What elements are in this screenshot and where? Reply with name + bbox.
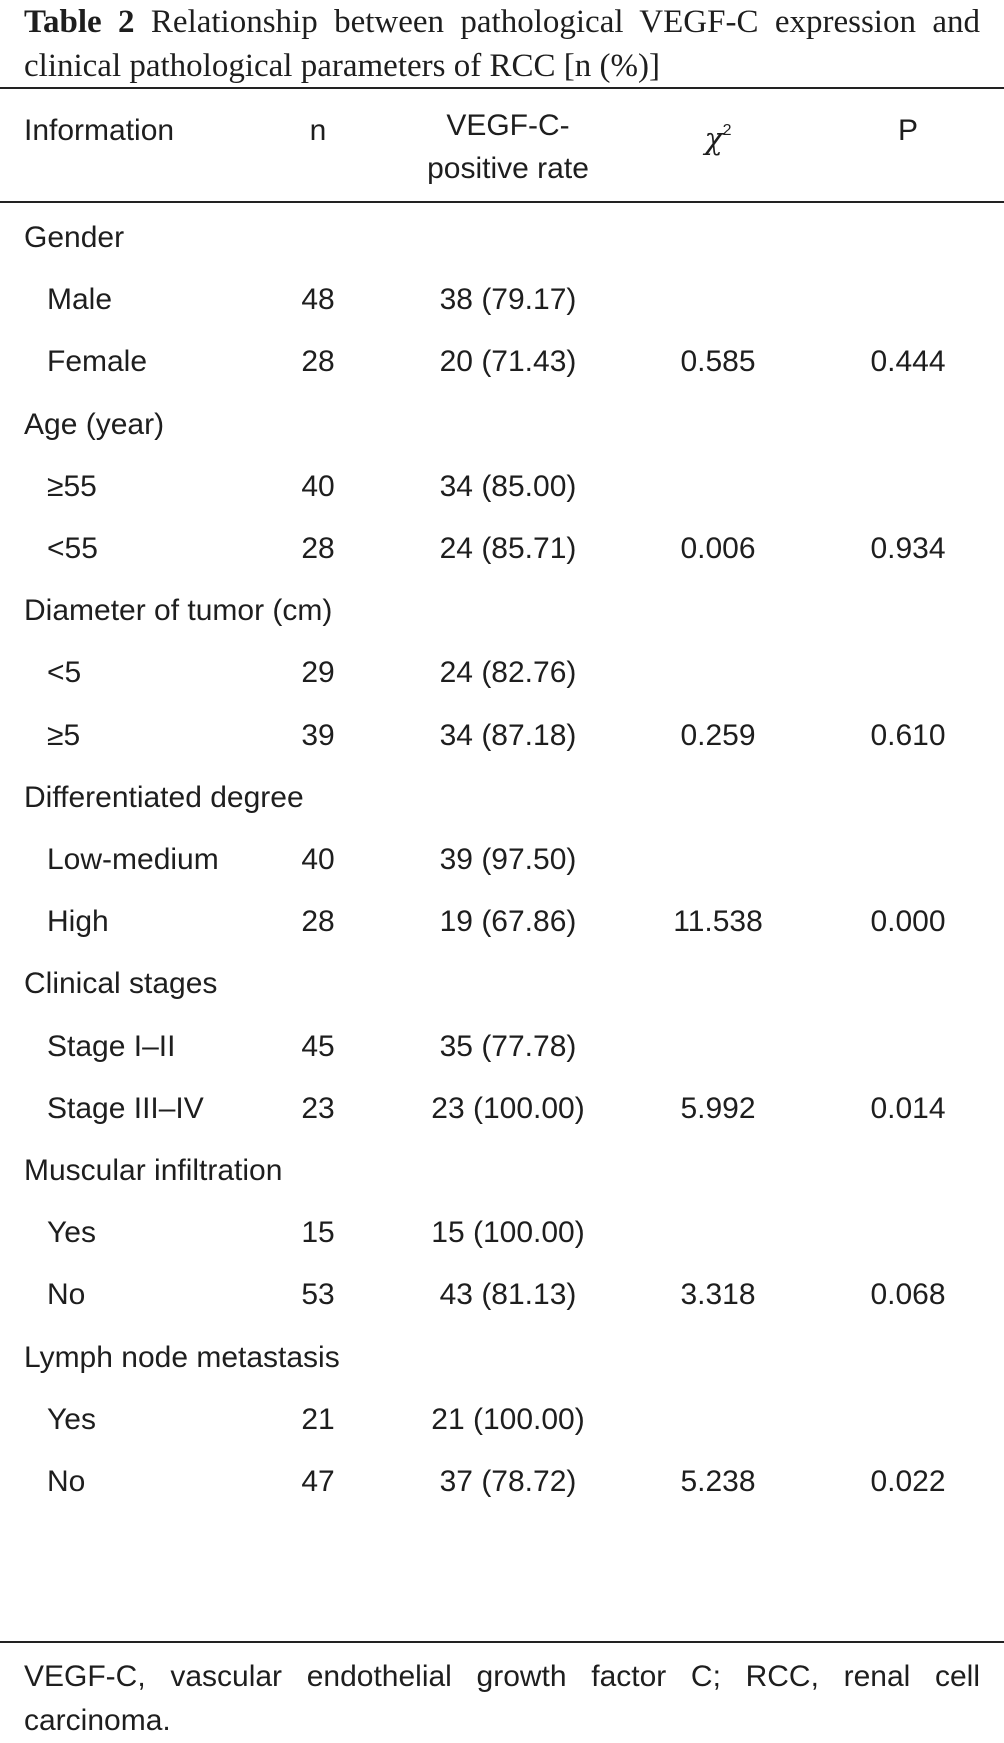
row-positive-rate: 43 (81.13): [439, 1278, 577, 1311]
row-label: ≥5: [47, 719, 81, 752]
row-label: Male: [47, 283, 113, 316]
header-rule: [0, 201, 1004, 203]
table-footnote: VEGF-C, vascular endothelial growth factor C; RCC, renal cell carcinoma.: [24, 1660, 980, 1737]
row-n: 28: [301, 345, 335, 378]
row-chi-square: 3.318: [680, 1278, 756, 1311]
group-title: Muscular infiltration: [24, 1154, 283, 1187]
row-label: High: [47, 905, 109, 938]
header-information: Information: [24, 114, 175, 147]
row-p-value: 0.014: [870, 1092, 946, 1125]
chi-superscript: 2: [722, 122, 732, 139]
row-chi-square: 0.259: [680, 719, 756, 752]
group-title: Clinical stages: [24, 967, 218, 1000]
row-label: <55: [47, 532, 98, 565]
row-positive-rate: 23 (100.00): [431, 1092, 585, 1125]
chi-symbol: χ: [704, 122, 723, 157]
header-p: P: [897, 114, 918, 147]
row-n: 23: [301, 1092, 335, 1125]
row-positive-rate: 38 (79.17): [439, 283, 577, 316]
row-p-value: 0.610: [870, 719, 946, 752]
row-n: 45: [301, 1030, 335, 1063]
row-n: 48: [301, 283, 335, 316]
row-label: Stage III–IV: [47, 1092, 204, 1125]
row-p-value: 0.022: [870, 1465, 946, 1498]
row-n: 40: [301, 470, 335, 503]
row-positive-rate: 35 (77.78): [439, 1030, 577, 1063]
row-n: 29: [301, 656, 335, 689]
group-title: Gender: [24, 221, 125, 254]
row-chi-square: 0.006: [680, 532, 756, 565]
row-positive-rate: 37 (78.72): [439, 1465, 577, 1498]
header-positive-rate: VEGF-C-positive rate: [427, 109, 589, 185]
row-positive-rate: 34 (87.18): [439, 719, 577, 752]
row-n: 28: [301, 532, 335, 565]
row-p-value: 0.934: [870, 532, 946, 565]
row-chi-square: 5.992: [680, 1092, 756, 1125]
row-label: Stage I–II: [47, 1030, 176, 1063]
row-label: <5: [47, 656, 82, 689]
row-label: Female: [47, 345, 148, 378]
row-label: No: [47, 1465, 86, 1498]
row-chi-square: 0.585: [680, 345, 756, 378]
table-caption: [24, 0, 980, 88]
row-p-value: 0.068: [870, 1278, 946, 1311]
bottom-rule: [0, 1641, 1004, 1643]
row-chi-square: 5.238: [680, 1465, 756, 1498]
row-n: 15: [301, 1216, 335, 1249]
row-label: No: [47, 1278, 86, 1311]
caption-label: Table 2: [24, 4, 135, 40]
row-label: Low-medium: [47, 843, 219, 876]
row-positive-rate: 20 (71.43): [439, 345, 577, 378]
row-n: 40: [301, 843, 335, 876]
top-rule: [0, 87, 1004, 89]
group-title: Lymph node metastasis: [24, 1341, 340, 1374]
header-n: n: [309, 114, 327, 147]
header-chi-square: [618, 113, 818, 158]
group-title: Age (year): [24, 408, 165, 441]
caption-text: Relationship between pathological VEGF-C expression and clinical pathological parameters of RCC [n (%)]: [24, 4, 980, 84]
row-n: 21: [301, 1403, 335, 1436]
row-label: Yes: [47, 1216, 96, 1249]
row-n: 53: [301, 1278, 335, 1311]
row-label: ≥55: [47, 470, 97, 503]
row-chi-square: 11.538: [673, 905, 763, 938]
row-label: Yes: [47, 1403, 96, 1436]
row-positive-rate: 39 (97.50): [439, 843, 577, 876]
row-n: 28: [301, 905, 335, 938]
row-positive-rate: 15 (100.00): [431, 1216, 585, 1249]
group-title: Diameter of tumor (cm): [24, 594, 333, 627]
row-positive-rate: 21 (100.00): [431, 1403, 585, 1436]
row-n: 39: [301, 719, 335, 752]
row-positive-rate: 24 (85.71): [439, 532, 577, 565]
row-positive-rate: 19 (67.86): [439, 905, 577, 938]
row-p-value: 0.444: [870, 345, 946, 378]
row-p-value: 0.000: [870, 905, 946, 938]
group-title: Differentiated degree: [24, 781, 304, 814]
row-positive-rate: 24 (82.76): [439, 656, 577, 689]
row-n: 47: [301, 1465, 335, 1498]
row-positive-rate: 34 (85.00): [439, 470, 577, 503]
